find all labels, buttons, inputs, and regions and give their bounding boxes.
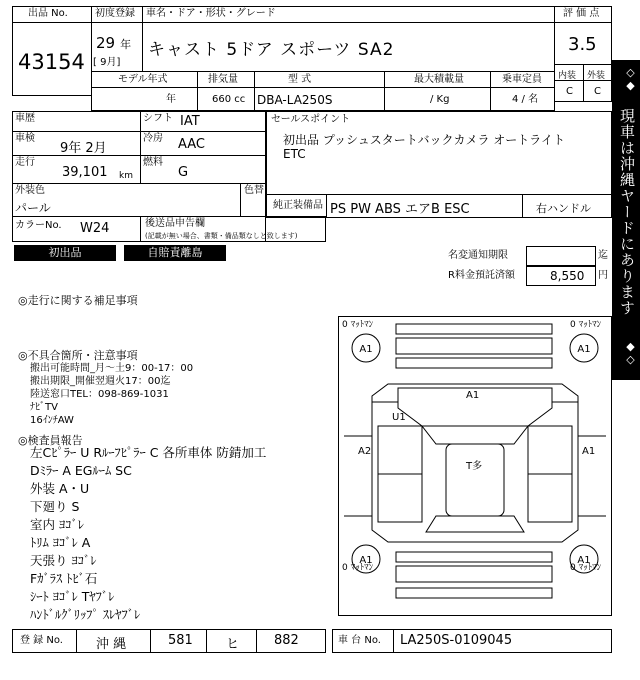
afterparts-label: 後送品申告欄	[145, 218, 205, 229]
lot-number: 43154	[18, 50, 85, 74]
rear-panel	[396, 566, 552, 582]
defect-line: 搬出可能時間_月～土9：00-17：00	[30, 363, 194, 374]
reg-divider-1	[76, 629, 77, 653]
score-value: 3.5	[568, 34, 597, 55]
type-value: DBA-LA250S	[257, 93, 333, 107]
color-no-label: カラーNo.	[15, 220, 62, 231]
score-label-line	[554, 22, 612, 23]
supplement-title: ◎走行に関する補足事項	[18, 294, 138, 307]
reg-divider-3	[206, 629, 207, 653]
side-banner-bottom-mark: ◆◇	[624, 340, 637, 366]
load-value: / Kg	[430, 94, 450, 105]
capacity-value: 4 / 名	[512, 94, 539, 105]
inspector-line: Fｶﾞﾗｽ ﾄﾋﾞ石	[30, 571, 98, 586]
defect-line: ﾅﾋﾞTV	[30, 402, 58, 413]
sales-label: セールスポイント	[271, 114, 351, 125]
details-line-2	[12, 155, 266, 156]
recycle-unit: 円	[598, 270, 608, 281]
details-line-3	[12, 183, 266, 184]
model-year-unit: 年	[166, 94, 176, 105]
model-year-label: モデル年式	[118, 74, 168, 85]
rear-lip	[396, 552, 552, 562]
front-bumper	[396, 324, 552, 334]
ac-label: 冷房	[143, 133, 163, 144]
handle-value: 右ハンドル	[536, 202, 591, 215]
windshield	[422, 426, 528, 444]
equipment-value: PS PW ABS エアB ESC	[330, 202, 470, 217]
first-reg-label: 初度登録	[95, 8, 135, 19]
name-change-unit: 迄	[598, 250, 608, 261]
inspection-label: 車検	[15, 133, 35, 144]
score-label: 評 価 点	[563, 8, 600, 19]
reg-divider-4	[256, 629, 257, 653]
first-reg-year	[96, 34, 131, 52]
details-line-1	[12, 131, 266, 132]
shift-value: IAT	[180, 114, 200, 129]
defect-line: 搬出期限_開催翌週火17：00迄	[30, 376, 171, 387]
fuel-label: 燃料	[143, 157, 163, 168]
details-divider-v	[140, 111, 141, 183]
inspector-line: 左Cﾋﾟﾗｰ U Rﾙｰﾌﾋﾟﾗｰ C 各所車体 防錆加工	[30, 445, 267, 460]
capacity-label: 乗車定員	[502, 74, 542, 85]
side-banner-text: 現車は沖縄ヤードにあります	[618, 108, 636, 316]
lot-label-line	[12, 22, 92, 23]
color-label: 外装色	[15, 185, 45, 196]
inspector-list	[30, 444, 266, 624]
specs-divider-3	[384, 71, 385, 111]
corner-label-bl: 0 ﾏｯﾄﾏﾝ	[342, 563, 374, 573]
mileage-label: 走行	[15, 157, 35, 168]
mileage-unit: km	[119, 171, 133, 181]
interior-score: C	[566, 86, 573, 97]
interior-label: 内装	[558, 71, 577, 81]
first-reg-line	[91, 22, 143, 23]
recycle-value: 8,550	[550, 269, 585, 283]
chassis-divider	[393, 629, 394, 653]
reg-class: 581	[168, 633, 193, 648]
roof-panel	[446, 444, 504, 516]
rear-window	[426, 516, 524, 532]
corner-label-br: 0 ﾏｯﾄﾏﾝ	[570, 563, 602, 573]
year-unit: 年	[120, 38, 132, 51]
reg-divider-2	[150, 629, 151, 653]
reg-label: 登 録 No.	[20, 635, 63, 646]
equipment-divider-1	[326, 194, 327, 218]
afterparts-note: (記載が無い場合、書類・備品類なしと致します)	[145, 232, 298, 240]
sales-line-1: 初出品 プッシュスタートバックカメラ オートライト	[283, 133, 565, 147]
shift-label: シフト	[143, 113, 173, 124]
displacement-label: 排気量	[208, 74, 238, 85]
equipment-divider-2	[522, 194, 523, 218]
inspector-title: ◎検査員報告	[18, 434, 83, 447]
specs-divider-1	[197, 71, 198, 111]
color-value: パール	[15, 201, 51, 215]
specs-divider-4	[490, 71, 491, 111]
a2-grade: A2	[358, 446, 372, 457]
color-no-value: W24	[80, 221, 110, 236]
tire-fr-grade: A1	[577, 344, 591, 355]
tire-rr-grade: A1	[577, 555, 591, 566]
specs-header-line	[91, 87, 555, 88]
tag-first-listing: 初出品	[14, 245, 116, 261]
reg-number: 882	[274, 633, 299, 648]
roof-grade: T多	[466, 461, 483, 472]
name-change-label: 名変通知期限	[448, 250, 508, 261]
defect-line: 陸送窓口TEL：098-869-1031	[30, 389, 169, 400]
exterior-label: 外装	[587, 71, 606, 81]
car-name: キャスト 5ドア スポーツ SA2	[148, 40, 395, 60]
fuel-value: G	[178, 165, 189, 180]
u1-grade: U1	[392, 412, 406, 423]
reg-area: 沖 縄	[96, 637, 127, 652]
mileage-value: 39,101	[62, 165, 108, 180]
tire-rl-grade: A1	[359, 555, 373, 566]
type-label: 型 式	[288, 74, 312, 85]
front-grille	[396, 338, 552, 354]
inspector-line: Dﾐﾗｰ A EGﾙｰﾑ SC	[30, 463, 132, 478]
interior-score-line	[554, 80, 612, 81]
year-value: 29	[96, 34, 116, 52]
score-sub-divider	[583, 64, 584, 102]
lot-label: 出品 No.	[28, 8, 68, 19]
chassis-label: 車 台 No.	[338, 635, 381, 646]
corner-label-tl: 0 ﾏｯﾄﾏﾝ	[342, 320, 374, 330]
color-change-divider	[240, 183, 241, 216]
defect-line: 16ｲﾝﾁAW	[30, 415, 74, 426]
rear-bumper	[396, 588, 552, 598]
front-lip	[396, 358, 552, 368]
reg-kana: ヒ	[226, 637, 240, 652]
inspector-line: ｼｰﾄ ﾖｺﾞﾚ Tﾔﾌﾞﾚ	[30, 589, 115, 604]
tire-fl-grade: A1	[359, 344, 373, 355]
corner-label-tr: 0 ﾏｯﾄﾏﾝ	[570, 320, 602, 330]
sales-line-2: ETC	[283, 147, 306, 161]
a1-right-grade: A1	[582, 446, 596, 457]
tag-liability-island: 自賠責離島	[124, 245, 226, 261]
inspector-line: 下廻り S	[30, 499, 80, 514]
inspection-value: 9年 2月	[60, 141, 107, 156]
ac-value: AAC	[178, 137, 205, 152]
chassis-number: LA250S-0109045	[400, 633, 513, 648]
side-banner-top-mark: ◇◆	[624, 66, 637, 92]
inspector-line: ﾊﾝﾄﾞﾙｸﾞﾘｯﾌﾟ ｽﾚﾔﾌﾞﾚ	[30, 607, 141, 622]
car-name-line	[142, 22, 555, 23]
inspector-line: 天張り ﾖｺﾞﾚ	[30, 553, 97, 568]
load-label: 最大積載量	[414, 74, 464, 85]
inspector-line: ﾄﾘﾑ ﾖｺﾞﾚ A	[30, 535, 91, 550]
name-change-box	[526, 246, 596, 266]
exterior-score: C	[594, 86, 601, 97]
inspector-line: 室内 ﾖｺﾞﾚ	[30, 517, 84, 532]
displacement-value: 660 cc	[212, 94, 246, 105]
equipment-label: 純正装備品	[273, 200, 323, 211]
history-label: 車歴	[15, 113, 35, 124]
hood-grade: A1	[466, 390, 480, 401]
recycle-label: R料金預託済額	[448, 270, 515, 281]
color-change-label: 色替	[244, 185, 264, 196]
car-name-label: 車名・ドア・形状・グレード	[146, 8, 276, 19]
car-damage-diagram	[338, 316, 612, 616]
specs-divider-2	[254, 71, 255, 111]
inspector-line: 外装 A・U	[30, 481, 90, 496]
defects-list	[30, 362, 193, 427]
defects-title: ◎不具合箇所・注意事項	[18, 349, 138, 362]
first-reg-month: [ 9月]	[93, 57, 121, 68]
